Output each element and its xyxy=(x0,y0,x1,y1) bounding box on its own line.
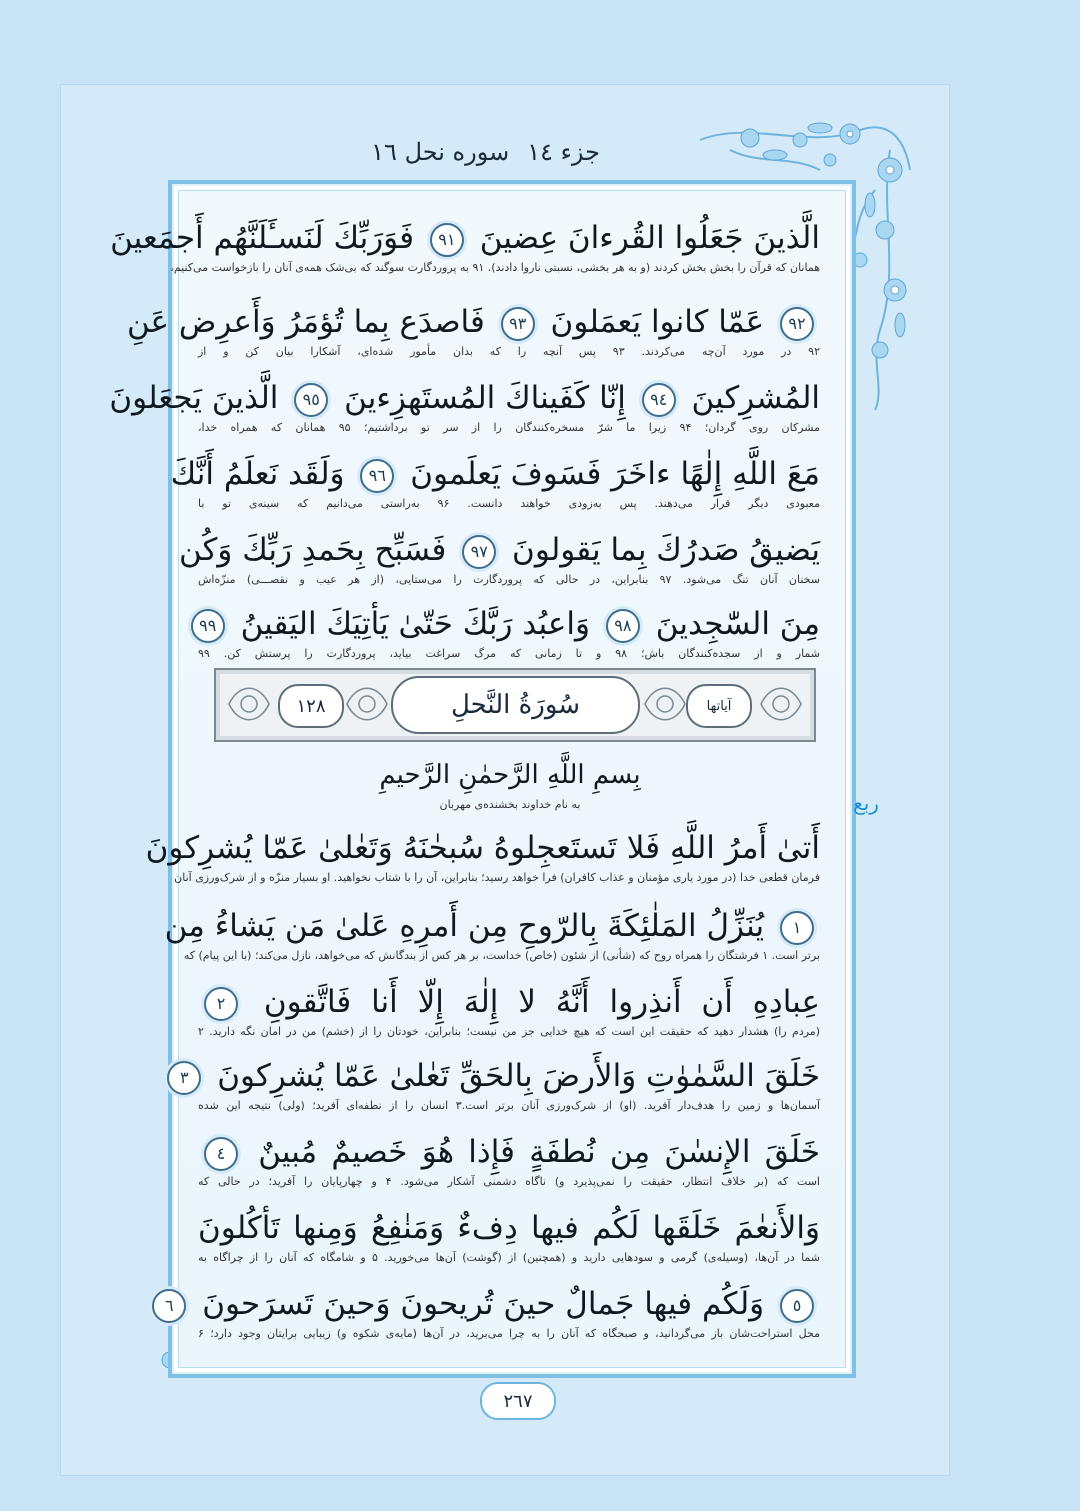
verse-line xyxy=(179,528,821,588)
arabesque-ornament xyxy=(224,678,274,730)
arabic-text: مِنَ السّٰجِدينَ ٩٨ وَاعبُد رَبَّكَ حَتّىٰ يَأتِيَكَ اليَقينُ ٩٩ xyxy=(198,602,820,646)
ayah-number-icon: ٩٨ xyxy=(606,609,640,643)
surah-title: سُورَةُ النَّحلِ xyxy=(391,676,640,734)
ayah-number-icon: ٩٩ xyxy=(191,609,225,643)
translation-text: ۹۲ در مورد آن‌چه می‌کردند. ۹۳ پس آنچه را که بدان مأمور شده‌ای، آشکارا بیان کن و از xyxy=(198,345,820,358)
arabesque-ornament xyxy=(342,678,392,730)
verse-line xyxy=(170,452,820,512)
arabic-text: ٥ وَلَكُم فيها جَمالٌ حينَ تُريحونَ وَحينَ تَسرَحونَ ٦ xyxy=(198,1282,820,1326)
translation-text: محل استراحت‌شان باز می‌گردانید، و صبحگاه که آنان را به چرا می‌برید، در آن‌ها (مایه‌ی شکوه و) زیبایی برایتان وجود دارد؛ ۶ xyxy=(198,1327,820,1340)
translation-text: (مردم را) هشدار دهید که حقیقت این است که هیچ خدایی جز من نیست؛ بنابراین، خودتان را از (خشم) من در امان نگه دارید. ۲ xyxy=(198,1025,820,1038)
arabesque-ornament xyxy=(756,678,806,730)
arabic-text: خَلَقَ السَّمٰوٰتِ وَالأَرضَ بِالحَقِّ تَعٰلىٰ عَمّا يُشرِكونَ ٣ xyxy=(198,1054,820,1098)
arabic-text: يَضيقُ صَدرُكَ بِما يَقولونَ ٩٧ فَسَبِّح بِحَمدِ رَبِّكَ وَكُن xyxy=(179,532,820,568)
translation-text: سخنان آنان تنگ می‌شود. ۹۷ بنابراین، در حالی که پروردگارت را می‌ستایی، (از هر عیب و نقصـــی) منزّه‌اش xyxy=(198,573,821,586)
verse-line xyxy=(180,1054,820,1114)
rub-marker: ربع xyxy=(853,791,879,815)
verse-line xyxy=(126,300,820,360)
page-header xyxy=(300,132,600,172)
arabesque-ornament xyxy=(640,678,690,730)
ayah-number-icon: ٦ xyxy=(152,1289,186,1323)
translation-text: مشرکان روی گردان؛ ۹۴ زیرا ما شرّ مسخره‌کنندگان را از سر تو برداشتیم؛ ۹۵ همانان که همراه خدا، xyxy=(198,421,820,434)
translation-text: فرمان قطعی خدا (در مورد یاری مؤمنان و عذاب کافران) فرا خواهد رسید؛ بنابراین، آن را با شتاب نخواهید. او بسیار منزّه و از شرک‌ورزی آنان xyxy=(174,871,820,884)
translation-text: همانان که قرآن را بخش بخش کردند (و به هر بخشی، نسبتی ناروا دادند). ۹۱ به پروردگارت سوگند که بی‌شک همه‌ی آنان را بازخواست می‌کنیم، xyxy=(170,261,820,274)
ayah-number-icon: ٩١ xyxy=(430,223,464,257)
arabic-text: أَتىٰ أَمرُ اللَّهِ فَلا تَستَعجِلوهُ سُبحٰنَهُ وَتَعٰلىٰ عَمّا يُشرِكونَ xyxy=(145,830,820,866)
ayah-number-icon: ٩٤ xyxy=(642,383,676,417)
verse-line xyxy=(165,1282,820,1342)
verse-line xyxy=(198,1206,820,1266)
ayah-number-icon: ٩٧ xyxy=(462,535,496,569)
ayah-number-icon: ٩٣ xyxy=(501,307,535,341)
verse-line xyxy=(198,980,820,1040)
ayah-number-icon: ٩٦ xyxy=(360,459,394,493)
ayah-number-icon: ٢ xyxy=(204,987,238,1021)
ayah-number-icon: ٣ xyxy=(167,1061,201,1095)
ayah-number-icon: ٥ xyxy=(780,1289,814,1323)
verse-line xyxy=(109,376,820,436)
ayat-count: ١٢٨ xyxy=(278,684,344,728)
arabic-text: خَلَقَ الإِنسٰنَ مِن نُطفَةٍ فَإِذا هُوَ خَصيمٌ مُبينٌ ٤ xyxy=(198,1130,820,1174)
translation-text: برتر است. ۱ فرشتگان را همراه روح که (شأنی) از شئون (خاص) خداست، بر هر کس از بندگانش که می‌خواهد، نازل می‌کند؛ (با این پیام) که xyxy=(183,949,820,962)
ayat-label: آیاتها xyxy=(686,684,752,728)
arabic-text: ٩٢ عَمّا كانوا يَعمَلونَ ٩٣ فَاصدَع بِما تُؤمَرُ وَأَعرِض عَنِ xyxy=(198,300,820,344)
arabic-text: عِبادِهِ أَن أَنذِروا أَنَّهُ لا إِلٰهَ إِلّا أَنا فَاتَّقونِ ٢ xyxy=(198,980,820,1024)
ayah-number-icon: ٩٢ xyxy=(780,307,814,341)
juz-label: جزء ١٤ xyxy=(527,138,600,166)
basmala: بِسمِ اللَّهِ الرَّحمٰنِ الرَّحيمِ xyxy=(379,760,641,790)
arabic-text: مَعَ اللَّهِ إِلٰهًا ءاخَرَ فَسَوفَ يَعلَمونَ ٩٦ وَلَقَد نَعلَمُ أَنَّكَ xyxy=(170,456,820,492)
arabic-text: الَّذينَ جَعَلُوا القُرءانَ عِضينَ ٩١ فَوَرَبِّكَ لَنَسـَٔلَنَّهُم أَجمَعينَ xyxy=(110,220,820,256)
ayah-number-icon: ١ xyxy=(780,911,814,945)
arabic-text: المُشرِكينَ ٩٤ إِنّا كَفَيناكَ المُستَهزِءينَ ٩٥ الَّذينَ يَجعَلونَ xyxy=(109,380,820,416)
verse-line xyxy=(110,216,820,276)
verse-line xyxy=(198,1130,820,1190)
arabic-text: ١ يُنَزِّلُ المَلٰئِكَةَ بِالرّوحِ مِن أَمرِهِ عَلىٰ مَن يَشاءُ مِن xyxy=(198,904,820,948)
verse-line xyxy=(164,904,820,964)
page-number: ٢٦٧ xyxy=(480,1382,556,1420)
surah-banner xyxy=(214,668,816,742)
verse-line xyxy=(198,602,820,662)
arabic-text: وَالأَنعٰمَ خَلَقَها لَكُم فيها دِفءٌ وَمَنٰفِعُ وَمِنها تَأكُلونَ xyxy=(198,1210,820,1246)
surah-label: سوره نحل ١٦ xyxy=(371,138,510,166)
verse-line xyxy=(145,826,820,886)
translation-text: شمار و از سجده‌کنندگان باش؛ ۹۸ و تا زمانی که مرگ سراغت بیاید، پروردگارت را پرستش کن. ۹۹ xyxy=(198,647,820,660)
translation-text: معبودی دیگر قرار می‌دهند. پس به‌زودی خواهند دانست. ۹۶ به‌راستی می‌دانیم که سینه‌ی تو با xyxy=(198,497,820,510)
translation-text: شما در آن‌ها، (وسیله‌ی) گرمی و سودهایی دارید و (همچنین) از (گوشت) آن‌ها می‌خورید. ۵ و شامگاه که آنان را از چراگاه به xyxy=(198,1251,820,1264)
ayah-number-icon: ٩٥ xyxy=(294,383,328,417)
translation-text: است که (بر خلاف انتظار، حقیقت را نمی‌پذیرد و) ناگاه دشمنی آشکار می‌شود. ۴ و چهارپایان را آفرید؛ در حالی که xyxy=(198,1175,820,1188)
basmala-translation: به نام خداوند بخشنده‌ی مهربان xyxy=(439,798,581,811)
translation-text: آسمان‌ها و زمین را هدف‌دار آفرید. (او) از شرک‌ورزی آنان برتر است.۳ انسان را از نطفه‌ای آفرید؛ (ولی) نتیجه این شده xyxy=(198,1099,820,1112)
ayah-number-icon: ٤ xyxy=(204,1137,238,1171)
